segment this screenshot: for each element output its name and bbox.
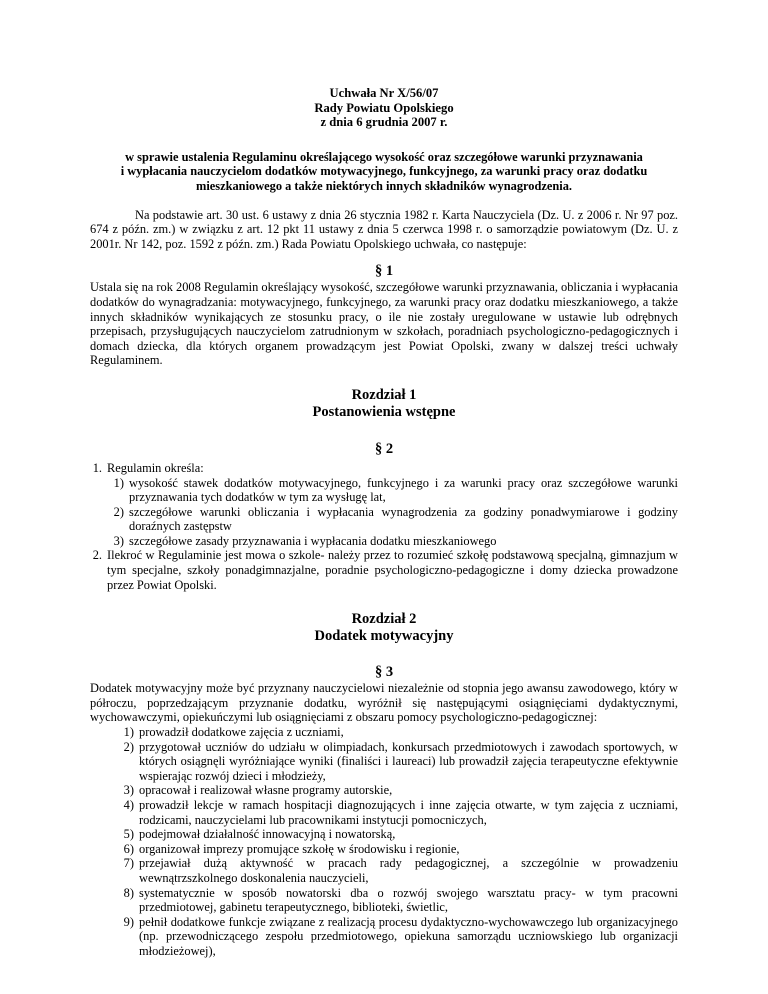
- resolution-number: Uchwała Nr X/56/07: [329, 86, 439, 100]
- list-item: 1) prowadził dodatkowe zajęcia z uczniami,: [123, 725, 344, 740]
- chapter-1-title: Rozdział 1: [351, 386, 417, 403]
- chapter-2-subtitle: Dodatek motywacyjny: [314, 628, 454, 645]
- resolution-subject: w sprawie ustalenia Regulaminu określającego wysokość oraz szczegółowe warunki przyznawania i wypłacania nauczycielom dodatków motywacyjnego, funkcyjnego, za warunki pracy oraz dodatku mieszkaniowego a także niektórych innych składników wynagrodzenia.: [120, 149, 648, 193]
- section-2-heading: § 2: [374, 440, 394, 457]
- list-item: 8) systematycznie w sposób nowatorski dba o rozwój swojego warsztatu pracy- w tym pracowni przedmiotowej, gabinetu terapeutycznego, biblioteki, świetlic,: [123, 885, 678, 915]
- list-item: 2. Ilekroć w Regulaminie jest mowa o szkole- należy przez to rozumieć szkołę podstawową specjalną, gimnazjum w tym specjalne, szkoły ponadgimnazjalne, poradnie psychologiczno-pedagogiczne i domy dziecka prowadzone przez Powiat Opolski.: [92, 548, 678, 592]
- list-item: 2) przygotował uczniów do udziału w olimpiadach, konkursach przedmiotowych i zawodach sportowych, w których osiągnęli wyróżniające wyniki (finaliści i laureaci) lub prowadził zajęcia terapeutyczne efektywnie wspierając rozwój dzieci i młodzieży,: [123, 739, 678, 783]
- list-item: 9) pełnił dodatkowe funkcje związane z realizacją procesu dydaktyczno-wychowawczego lub organizacyjnego (np. przewodniczącego zespołu przedmiotowego, opiekuna samorządu uczniowskiego lub organizacji młodzieżowej),: [123, 914, 678, 958]
- list-item: 6) organizował imprezy promujące szkołę w środowisku i regionie,: [123, 841, 460, 856]
- list-item: 4) prowadził lekcje w ramach hospitacji diagnozujących i inne zajęcia otwarte, w tym zajęcia z uczniami, rodzicami, nauczycielami lub pracownikami instytucji pomocniczych,: [123, 798, 678, 827]
- chapter-2-title: Rozdział 2: [351, 611, 417, 628]
- list-item: 2) szczegółowe warunki obliczania i wypłacania wynagrodzenia za godziny ponadwymiarowe i godziny doraźnych zastępstw: [113, 504, 678, 534]
- document-header: [90, 86, 678, 130]
- list-item: 3) szczegółowe zasady przyznawania i wypłacania dodatku mieszkaniowego: [113, 533, 497, 548]
- section-3-list: [90, 725, 678, 959]
- resolution-date: z dnia 6 grudnia 2007 r.: [320, 115, 448, 130]
- list-item: 1. Regulamin określa:: [92, 460, 204, 475]
- section-2-list: [80, 461, 678, 592]
- document-page: [90, 86, 678, 959]
- section-1-heading: § 1: [374, 263, 394, 280]
- section-3-text: Dodatek motywacyjny może być przyznany nauczycielowi niezależnie od stopnia jego awansu zawodowego, który w półroczu, poprzedzającym przyznanie dodatku, wyróżnił się następującymi osiągnięciami dydaktycznymi, wychowawczymi, opiekuńczymi lub osiągnięciami z obszaru pomocy psychologiczno-pedagogicznej:: [90, 681, 678, 725]
- list-item: 7) przejawiał dużą aktywność w pracach rady pedagogicznej, a szczególnie w prowadzeniu wewnątrzszkolnego doskonalenia nauczycieli,: [123, 856, 678, 885]
- list-item: 5) podejmował działalność innowacyjną i nowatorską,: [123, 827, 396, 842]
- list-item: 3) opracował i realizował własne programy autorskie,: [123, 783, 393, 798]
- section-3-heading: § 3: [374, 664, 394, 681]
- section-1-text: Ustala się na rok 2008 Regulamin określający wysokość, szczegółowe warunki przyznawania, obliczania i wypłacania dodatków do wynagradzania: motywacyjnego, funkcyjnego, za warunki pracy oraz dodatku mieszkaniowego, a także innych składników wynikających ze stosunku pracy, o ile nie zostały uregulowane w ustawie lub odrębnych przepisach, przysługujących nauczycielom zatrudnionym w szkołach, poradniach psychologiczno-pedagogicznych i domach dziecka, dla których organem prowadzącym jest Powiat Opolski, zwany w dalszej treści uchwały Regulaminem.: [90, 280, 679, 368]
- legal-basis-paragraph: Na podstawie art. 30 ust. 6 ustawy z dnia 26 stycznia 1982 r. Karta Nauczyciela (Dz. U. z 2006 r. Nr 97 poz. 674 z późn. zm.) w związku z art. 12 pkt 11 ustawy z dnia 5 czerwca 1998 r. o samorządzie powiatowym (Dz. U. z 2001r. Nr 142, poz. 1592 z późn. zm.) Rada Powiatu Opolskiego uchwała, co następuje:: [90, 207, 678, 251]
- list-item: 1) wysokość stawek dodatków motywacyjnego, funkcyjnego i za warunki pracy oraz szczegółowe warunki przyznawania tych dodatków w tym za wysługę lat,: [113, 475, 678, 505]
- council-name: Rady Powiatu Opolskiego: [314, 100, 454, 115]
- chapter-1-subtitle: Postanowienia wstępne: [312, 403, 456, 420]
